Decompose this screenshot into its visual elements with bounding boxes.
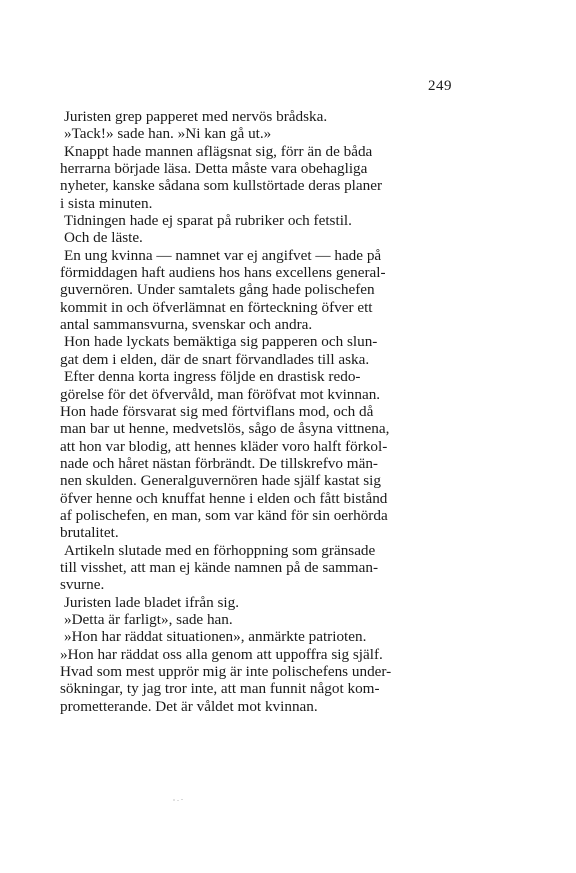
text-line: nen skulden. Generalguvernören hade själf kastat sig xyxy=(60,472,381,490)
text-line: »Tack!» sade han. »Ni kan gå ut.» xyxy=(64,125,272,143)
page-number: 249 xyxy=(428,78,452,94)
text-line: gat dem i elden, där de snart förvandlades till aska. xyxy=(60,350,370,368)
text-line: öfver henne och knuffat henne i elden och fått bistånd xyxy=(60,489,388,507)
text-line: görelse för det öfvervåld, man föröfvat mot kvinnan. xyxy=(60,385,381,403)
text-line: Hon hade lyckats bemäktiga sig papperen och slun- xyxy=(64,333,378,351)
text-line: i sista minuten. xyxy=(60,194,153,212)
text-line: Juristen lade bladet ifrån sig. xyxy=(64,593,240,611)
text-line: »Detta är farligt», sade han. xyxy=(64,610,233,628)
text-line: svurne. xyxy=(60,576,105,594)
text-line: »Hon har räddat situationen», anmärkte patrioten. xyxy=(64,628,367,646)
print-speck xyxy=(172,798,186,802)
text-line: af polischefen, en man, som var känd för sin oerhörda xyxy=(60,506,388,524)
text-line: Efter denna korta ingress följde en drastisk redo- xyxy=(64,368,361,386)
text-line: Hon hade försvarat sig med förtviflans mod, och då xyxy=(60,402,374,420)
text-line: herrarna började läsa. Detta måste vara obehagliga xyxy=(60,160,368,178)
text-line: Artikeln slutade med en förhoppning som gränsade xyxy=(64,541,376,559)
text-line: sökningar, ty jag tror inte, att man funnit något kom- xyxy=(60,680,380,698)
text-line: nade och håret nästan förbrändt. De tillskrefvo män- xyxy=(60,454,378,472)
text-line: Hvad som mest upprör mig är inte polischefens under- xyxy=(60,663,392,680)
text-line: Juristen grep papperet med nervös brådska. xyxy=(64,108,328,125)
text-line: »Hon har räddat oss alla genom att uppoffra sig själf. xyxy=(60,645,383,663)
text-line: Och de läste. xyxy=(64,229,143,247)
text-line: antal sammansvurna, svenskar och andra. xyxy=(60,316,313,334)
body-text xyxy=(60,108,463,715)
text-line: prometterande. Det är våldet mot kvinnan. xyxy=(60,697,318,715)
text-line: guvernören. Under samtalets gång hade polischefen xyxy=(60,281,375,299)
text-line: att hon var blodig, att hennes kläder voro halft förkol- xyxy=(60,437,388,455)
text-line: till visshet, att man ej kände namnen på de samman- xyxy=(60,558,379,576)
text-line: kommit in och öfverlämnat en förteckning öfver ett xyxy=(60,298,373,316)
text-line: man bar ut henne, medvetslös, sågo de åsyna vittnena, xyxy=(60,420,390,438)
text-line: En ung kvinna — namnet var ej angifvet — hade på xyxy=(64,246,382,264)
text-line: Tidningen hade ej sparat på rubriker och fetstil. xyxy=(64,212,352,230)
text-line: Knappt hade mannen aflägsnat sig, förr än de båda xyxy=(64,142,373,160)
text-line: brutalitet. xyxy=(60,524,119,542)
text-line: förmiddagen haft audiens hos hans excellens general- xyxy=(60,264,386,282)
text-line: nyheter, kanske sådana som kullstörtade deras planer xyxy=(60,177,383,195)
